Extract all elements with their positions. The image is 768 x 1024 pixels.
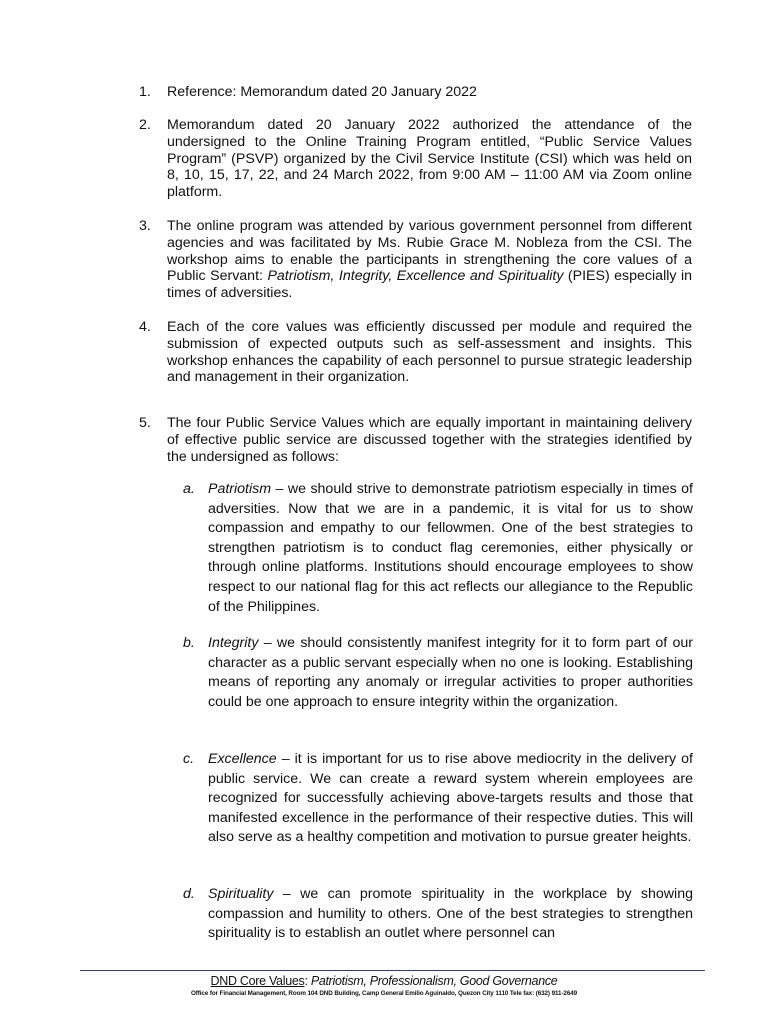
sub-item-text [208, 480, 693, 617]
list-item-1 [139, 84, 692, 101]
item-text-part: (PIES) especially in times of adversities. [167, 268, 692, 302]
sub-item-text [208, 885, 693, 944]
item-number: 1. [139, 84, 151, 100]
list-item-4 [139, 319, 692, 386]
footer-values: Patriotism, Professionalism, Good Governance [310, 974, 558, 988]
footer-separator: : [304, 974, 311, 988]
footer-label: DND Core Values [210, 974, 305, 988]
sub-item-term: Spirituality [208, 886, 274, 902]
item-number: 5. [139, 415, 151, 431]
footer-divider [80, 970, 705, 971]
sub-item-letter: d. [183, 886, 195, 902]
sub-item-letter: a. [183, 481, 195, 497]
item-text-part: The online program was attended by various government personnel from different agencies and was facilitated by Ms. Rubie Grace M. Nobleza from the CSI. The workshop aims to enable the participants in strengthening the core values of a Public Servant: [167, 218, 692, 285]
sub-item-d [183, 885, 693, 944]
sub-item-a [183, 480, 693, 617]
item-number: 4. [139, 319, 151, 335]
sub-item-text [208, 634, 693, 712]
item-text [167, 218, 692, 302]
sub-item-b [183, 634, 693, 712]
list-item-5 [139, 415, 692, 465]
item-text: Reference: Memorandum dated 20 January 2022 [167, 84, 477, 100]
sub-item-body: – it is important for us to rise above mediocrity in the delivery of public service. We can create a reward system wherein employees are recognized for successfully achieving above-targets results and those that manifested excellence in the performance of their respective duties. This will also serve as a healthy competition and motivation to pursue greater heights. [208, 751, 693, 846]
item-text: Each of the core values was efficiently discussed per module and required the submission of expected outputs such as self-assessment and insights. This workshop enhances the capability of each personnel to pursue strategic leadership and management in their organization. [167, 319, 692, 386]
sub-item-body: – we should consistently manifest integrity for it to form part of our character as a public servant especially when no one is looking. Establishing means of reporting any anomaly or irregular activities to proper authorities could be one approach to ensure integrity within the organization. [208, 635, 693, 710]
item-number: 3. [139, 218, 151, 234]
core-values-italic: Patriotism, Integrity, Excellence and Spirituality [267, 268, 564, 285]
list-item-3 [139, 218, 692, 302]
list-item-2 [139, 117, 692, 201]
sub-item-term: Excellence [208, 751, 277, 767]
item-number: 2. [139, 117, 151, 133]
item-text: Memorandum dated 20 January 2022 authorized the attendance of the undersigned to the Online Training Program entitled, “Public Service Values Program” (PSVP) organized by the Civil Service Institute (CSI) which was held on 8, 10, 15, 17, 22, and 24 March 2022, from 9:00 AM – 11:00 AM via Zoom online platform. [167, 117, 692, 201]
sub-item-letter: b. [183, 635, 195, 651]
footer-address: Office for Financial Management, Room 104 DND Building, Camp General Emilio Aguinaldo, Quezon City 1110 Tele fax: (632) 911-2649 [190, 990, 578, 997]
sub-item-term: Integrity [208, 635, 259, 651]
footer-core-values [0, 974, 768, 989]
sub-item-body: – we should strive to demonstrate patriotism especially in times of adversities. Now that we are in a pandemic, it is vital for us to show compassion and empathy to our fellowmen. One of the best strategies to strengthen patriotism is to conduct flag ceremonies, either physically or through online platforms. Institutions should encourage employees to show respect to our national flag for this act reflects our allegiance to the Republic of the Philippines. [208, 481, 693, 615]
sub-item-c [183, 750, 693, 848]
sub-item-term: Patriotism [208, 481, 272, 497]
item-text: The four Public Service Values which are equally important in maintaining delivery of effective public service are discussed together with the strategies identified by the undersigned as follows: [167, 415, 692, 465]
sub-item-text [208, 750, 693, 848]
sub-item-body: – we can promote spirituality in the workplace by showing compassion and humility to others. One of the best strategies to strengthen spirituality is to establish an outlet where personnel can [208, 886, 693, 942]
sub-item-letter: c. [183, 751, 195, 767]
